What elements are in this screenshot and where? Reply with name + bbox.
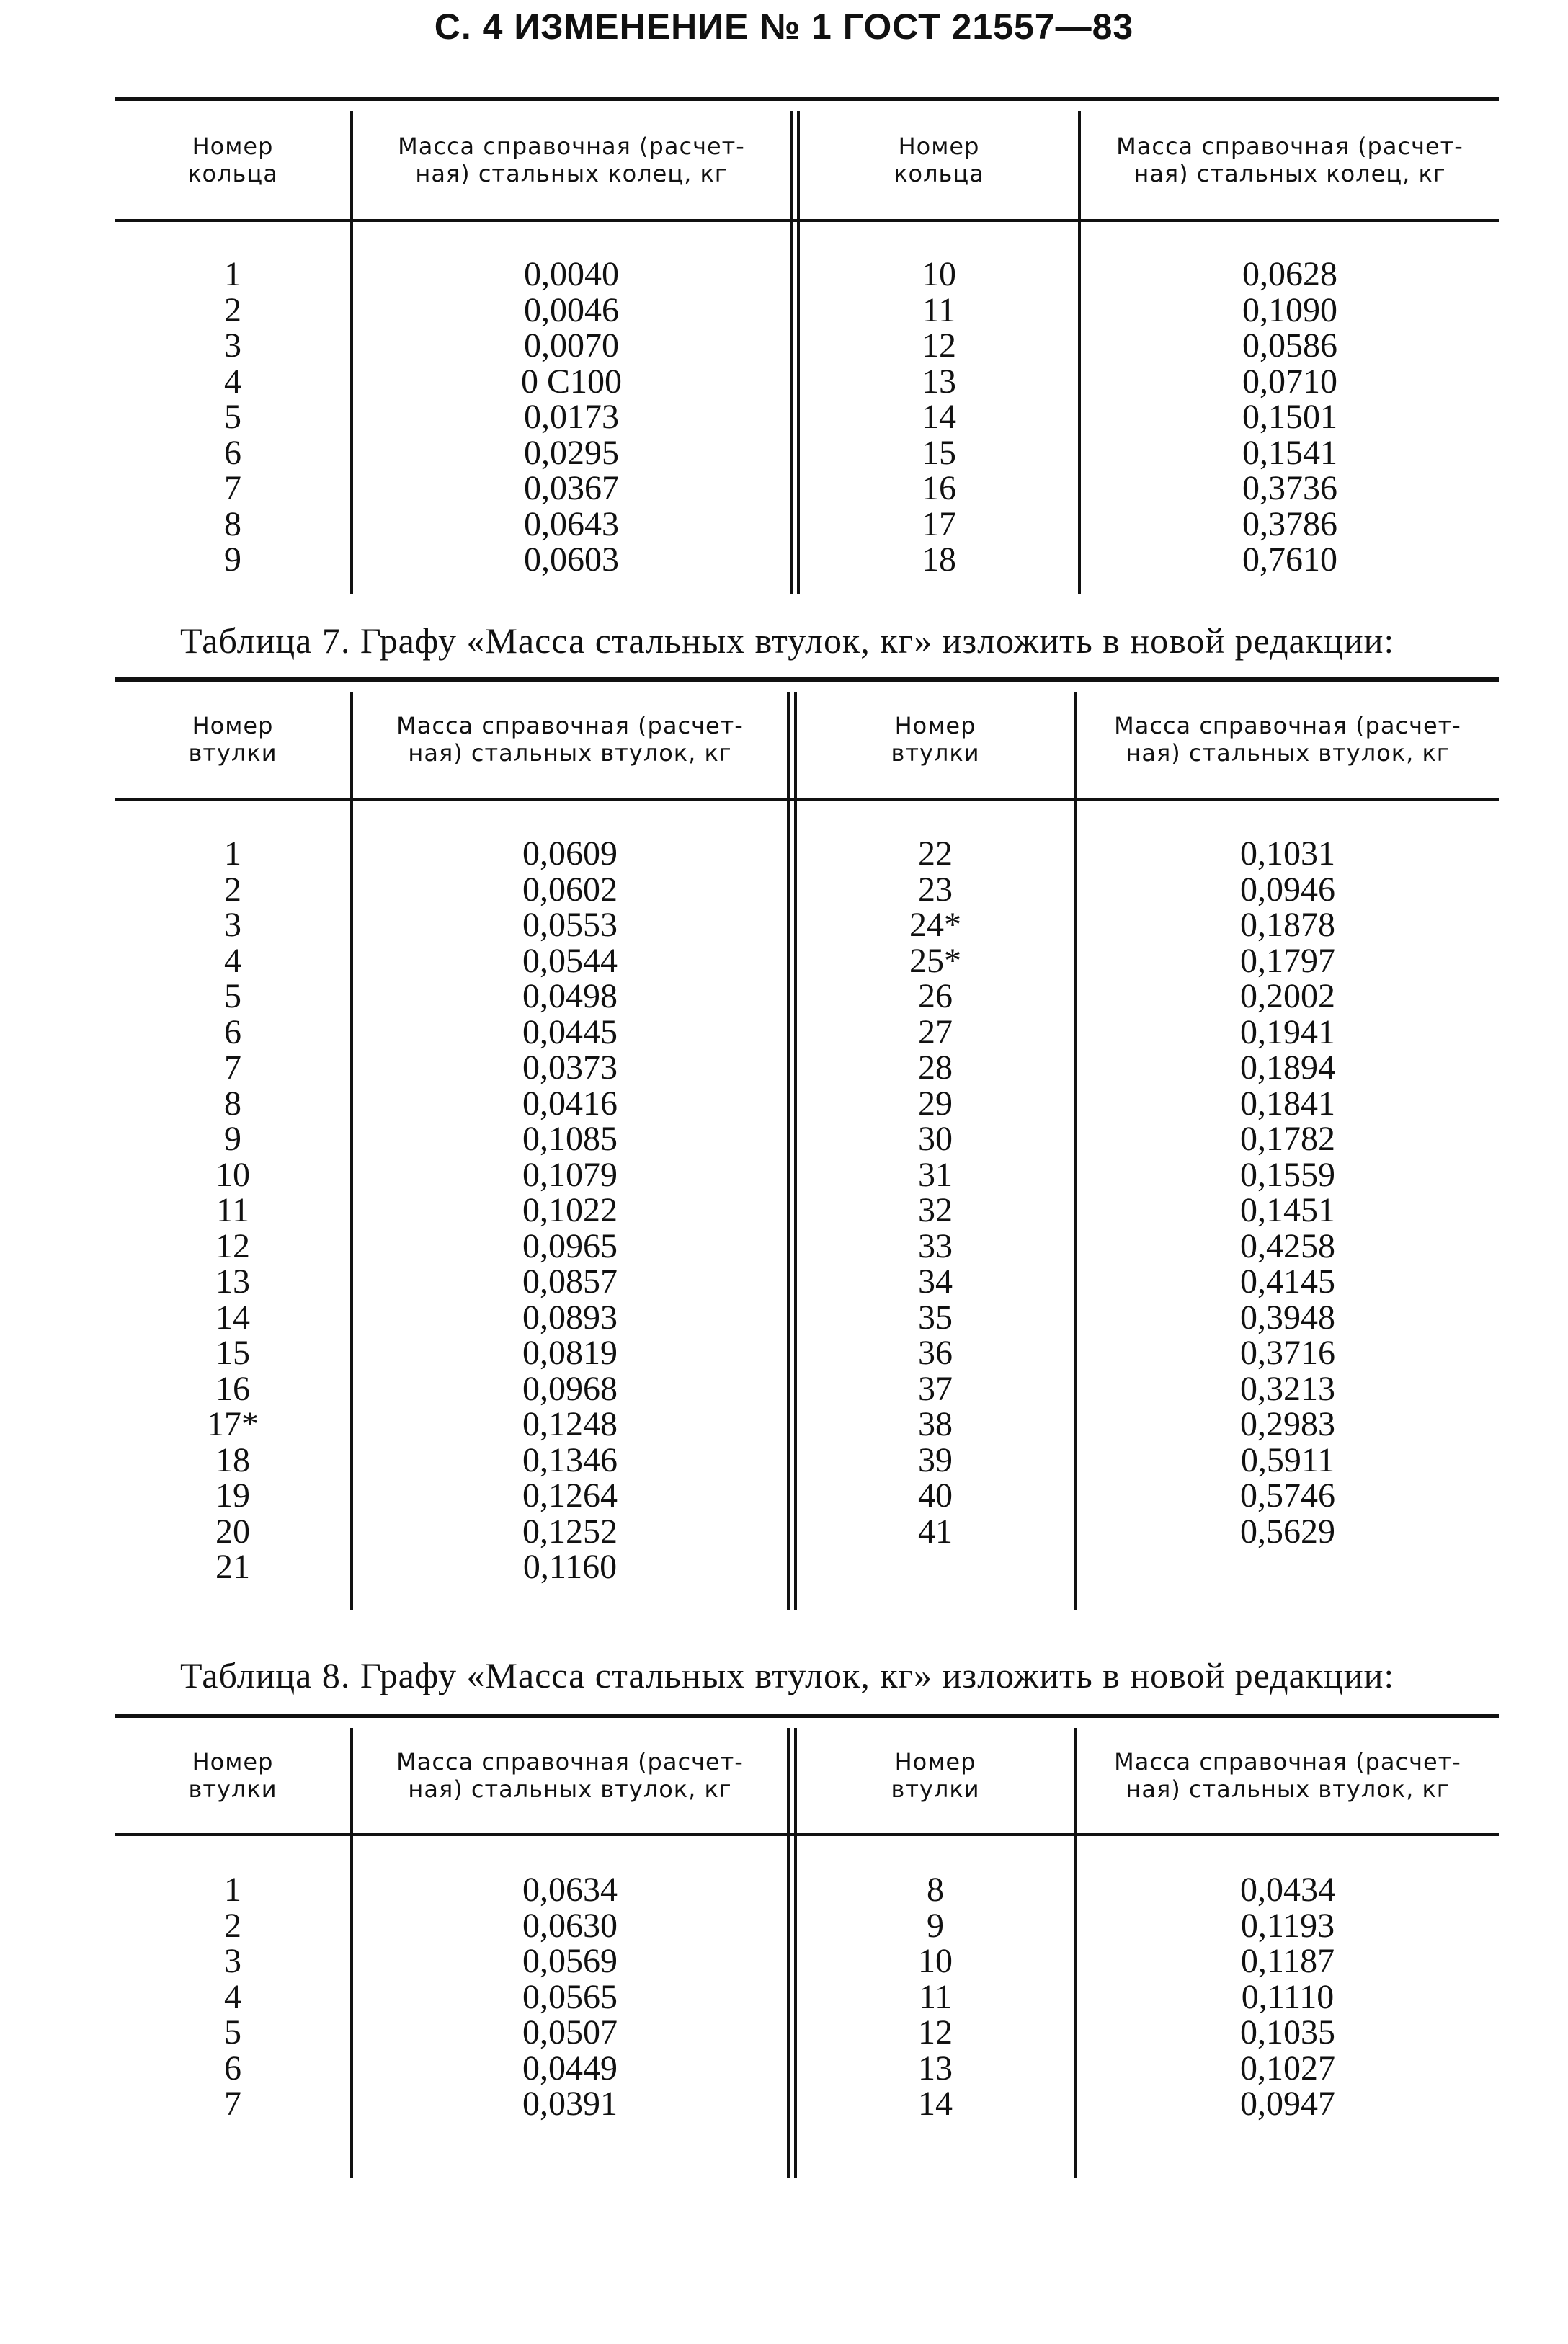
sleeve-mass-column — [353, 1872, 787, 2122]
mass-cell: 0,0634 — [522, 1871, 618, 1909]
table-top-rule — [115, 677, 1499, 682]
ring-number-column — [800, 257, 1078, 578]
mass-cell: 0,0643 — [524, 504, 619, 543]
mass-cell: 0,5629 — [1240, 1512, 1335, 1551]
mass-cell: 0,3736 — [1242, 469, 1337, 507]
mass-cell: 0,0857 — [522, 1262, 618, 1301]
number-cell: 15 — [922, 433, 956, 472]
number-cell: 12 — [215, 1226, 250, 1265]
number-cell: 4 — [224, 941, 241, 980]
header-sleeve-number: Номер втулки — [891, 1748, 980, 1803]
number-cell: 19 — [215, 1476, 250, 1515]
mass-cell: 0,1090 — [1242, 290, 1337, 329]
mass-cell: 0,2002 — [1240, 977, 1335, 1015]
header-sleeve-mass: Масса справочная (расчет- ная) стальных втулок, кг — [1114, 712, 1461, 767]
mass-cell: 0,0602 — [522, 870, 618, 909]
mass-cell: 0,1248 — [522, 1405, 618, 1443]
ring-mass-column — [1081, 257, 1499, 578]
mass-cell: 0,4258 — [1240, 1226, 1335, 1265]
sleeve-number-column — [797, 836, 1074, 1549]
number-cell: 6 — [224, 433, 241, 472]
number-cell: 4 — [224, 362, 241, 401]
number-cell: 2 — [224, 1906, 241, 1945]
number-cell: 3 — [224, 906, 241, 944]
mass-cell: 0,0544 — [522, 941, 618, 980]
mass-cell: 0,1501 — [1242, 398, 1337, 436]
number-cell: 26 — [918, 977, 953, 1015]
number-cell: 18 — [922, 540, 956, 579]
mass-cell: 0,3213 — [1240, 1369, 1335, 1408]
mass-cell: 0,1035 — [1240, 2013, 1335, 2051]
number-cell: 11 — [918, 1977, 953, 2016]
number-cell: 40 — [918, 1476, 953, 1515]
header-sleeve-number: Номер втулки — [188, 712, 277, 767]
number-cell: 20 — [215, 1512, 250, 1551]
number-cell: 9 — [927, 1906, 944, 1945]
mass-cell: 0,1941 — [1240, 1012, 1335, 1051]
sleeve-mass-column — [1077, 836, 1499, 1549]
header-sleeve-mass: Масса справочная (расчет- ная) стальных втулок, кг — [396, 1748, 744, 1803]
number-cell: 27 — [918, 1012, 953, 1051]
number-cell: 6 — [224, 2049, 241, 2087]
rings-mass-table — [115, 97, 1499, 601]
mass-cell: 0,0947 — [1240, 2085, 1335, 2123]
mass-cell: 0,0373 — [522, 1048, 618, 1087]
number-cell: 10 — [918, 1942, 953, 1980]
mass-cell: 0,1187 — [1240, 1942, 1335, 1980]
number-cell: 8 — [224, 504, 241, 543]
number-cell: 5 — [224, 977, 241, 1015]
header-sleeve-number: Номер втулки — [188, 1748, 277, 1803]
number-cell: 5 — [224, 2013, 241, 2051]
number-cell: 21 — [215, 1548, 250, 1586]
mass-cell: 0,0434 — [1240, 1871, 1335, 1909]
mass-cell: 0,0445 — [522, 1012, 618, 1051]
mass-cell: 0,0628 — [1242, 255, 1337, 293]
mass-cell: 0,3786 — [1242, 504, 1337, 543]
number-cell: 32 — [918, 1191, 953, 1229]
number-cell: 10 — [215, 1155, 250, 1194]
sleeve-number-column — [115, 1872, 350, 2122]
mass-cell: 0,5746 — [1240, 1476, 1335, 1515]
mass-cell: 0,0603 — [524, 540, 619, 579]
ring-mass-column — [353, 257, 790, 578]
number-cell: 12 — [922, 326, 956, 365]
number-cell: 7 — [224, 1048, 241, 1087]
number-cell: 8 — [224, 1084, 241, 1123]
number-cell: 41 — [918, 1512, 953, 1551]
mass-cell: 0,0609 — [522, 834, 618, 873]
mass-cell: 0,1160 — [522, 1548, 618, 1586]
number-cell: 17 — [922, 504, 956, 543]
number-cell: 11 — [922, 290, 956, 329]
number-cell: 7 — [224, 469, 241, 507]
number-cell: 13 — [215, 1262, 250, 1301]
header-bottom-rule — [115, 219, 1499, 222]
mass-cell: 0,0040 — [524, 255, 619, 293]
number-cell: 13 — [922, 362, 956, 401]
header-bottom-rule — [115, 1833, 1499, 1836]
mass-cell: 0,1541 — [1242, 433, 1337, 472]
number-cell: 18 — [215, 1440, 250, 1479]
number-cell: 16 — [215, 1369, 250, 1408]
table7-caption: Таблица 7. Графу «Масса стальных втулок, кг» изложить в новой редакции: — [180, 620, 1395, 661]
number-cell: 24* — [909, 906, 961, 944]
header-bottom-rule — [115, 798, 1499, 801]
sleeve-number-column — [797, 1872, 1074, 2122]
number-cell: 3 — [224, 326, 241, 365]
header-ring-mass: Масса справочная (расчет- ная) стальных колец, кг — [1116, 133, 1464, 187]
mass-cell: 0,1559 — [1240, 1155, 1335, 1194]
number-cell: 30 — [918, 1120, 953, 1158]
header-ring-mass: Масса справочная (расчет- ная) стальных колец, кг — [398, 133, 745, 187]
mass-cell: 0,1841 — [1240, 1084, 1335, 1123]
mass-cell: 0,0968 — [522, 1369, 618, 1408]
double-divider-left — [790, 111, 793, 594]
number-cell: 4 — [224, 1977, 241, 2016]
number-cell: 38 — [918, 1405, 953, 1443]
number-cell: 9 — [224, 540, 241, 579]
mass-cell: 0,0295 — [524, 433, 619, 472]
number-cell: 13 — [918, 2049, 953, 2087]
header-sleeve-mass: Масса справочная (расчет- ная) стальных втулок, кг — [1114, 1748, 1461, 1803]
sleeve-mass-column — [1077, 1872, 1499, 2122]
mass-cell: 0,0367 — [524, 469, 619, 507]
mass-cell: 0,0391 — [522, 2085, 618, 2123]
mass-cell: 0,1031 — [1240, 834, 1335, 873]
mass-cell: 0,0046 — [524, 290, 619, 329]
double-divider-left — [787, 1728, 790, 2178]
mass-cell: 0,7610 — [1242, 540, 1337, 579]
header-ring-number: Номер кольца — [894, 133, 984, 187]
sleeve-number-column — [115, 836, 350, 1585]
number-cell: 7 — [224, 2085, 241, 2123]
ring-number-column — [115, 257, 350, 578]
mass-cell: 0,1894 — [1240, 1048, 1335, 1087]
table-top-rule — [115, 97, 1499, 101]
number-cell: 1 — [224, 834, 241, 873]
number-cell: 1 — [224, 1871, 241, 1909]
mass-cell: 0,0507 — [522, 2013, 618, 2051]
mass-cell: 0,3948 — [1240, 1298, 1335, 1337]
number-cell: 12 — [918, 2013, 953, 2051]
header-ring-number: Номер кольца — [187, 133, 278, 187]
number-cell: 25* — [909, 941, 961, 980]
table8-caption: Таблица 8. Графу «Масса стальных втулок, кг» изложить в новой редакции: — [180, 1655, 1395, 1695]
mass-cell: 0,1782 — [1240, 1120, 1335, 1158]
mass-cell: 0,1079 — [522, 1155, 618, 1194]
number-cell: 36 — [918, 1334, 953, 1372]
number-cell: 22 — [918, 834, 953, 873]
number-cell: 14 — [918, 2085, 953, 2123]
number-cell: 1 — [224, 255, 241, 293]
mass-cell: 0,4145 — [1240, 1262, 1335, 1301]
number-cell: 2 — [224, 870, 241, 909]
mass-cell: 0,0586 — [1242, 326, 1337, 365]
number-cell: 3 — [224, 1942, 241, 1980]
mass-cell: 0,0449 — [522, 2049, 618, 2087]
mass-cell: 0,0819 — [522, 1334, 618, 1372]
number-cell: 17* — [207, 1405, 259, 1443]
number-cell: 10 — [922, 255, 956, 293]
mass-cell: 0,0416 — [522, 1084, 618, 1123]
number-cell: 37 — [918, 1369, 953, 1408]
mass-cell: 0,1085 — [522, 1120, 618, 1158]
mass-cell: 0,0173 — [524, 398, 619, 436]
mass-cell: 0,3716 — [1240, 1334, 1335, 1372]
mass-cell: 0,1878 — [1240, 906, 1335, 944]
header-sleeve-number: Номер втулки — [891, 712, 980, 767]
number-cell: 6 — [224, 1012, 241, 1051]
number-cell: 39 — [918, 1440, 953, 1479]
mass-cell: 0,1022 — [522, 1191, 618, 1229]
number-cell: 14 — [922, 398, 956, 436]
double-divider-left — [787, 692, 790, 1610]
table-7 — [115, 677, 1499, 1614]
mass-cell: 0,1346 — [522, 1440, 618, 1479]
mass-cell: 0,1252 — [522, 1512, 618, 1551]
mass-cell: 0,0569 — [522, 1942, 618, 1980]
table-top-rule — [115, 1714, 1499, 1718]
number-cell: 28 — [918, 1048, 953, 1087]
mass-cell: 0,5911 — [1240, 1440, 1335, 1479]
mass-cell: 0,0498 — [522, 977, 618, 1015]
number-cell: 29 — [918, 1084, 953, 1123]
number-cell: 34 — [918, 1262, 953, 1301]
sleeve-mass-column — [353, 836, 787, 1585]
mass-cell: 0,0893 — [522, 1298, 618, 1337]
mass-cell: 0,0965 — [522, 1226, 618, 1265]
number-cell: 33 — [918, 1226, 953, 1265]
header-sleeve-mass: Масса справочная (расчет- ная) стальных втулок, кг — [396, 712, 744, 767]
mass-cell: 0,0946 — [1240, 870, 1335, 909]
mass-cell: 0,0565 — [522, 1977, 618, 2016]
number-cell: 16 — [922, 469, 956, 507]
number-cell: 5 — [224, 398, 241, 436]
number-cell: 8 — [927, 1871, 944, 1909]
mass-cell: 0,1451 — [1240, 1191, 1335, 1229]
mass-cell: 0,1264 — [522, 1476, 618, 1515]
mass-cell: 0,0630 — [522, 1906, 618, 1945]
mass-cell: 0,1797 — [1240, 941, 1335, 980]
mass-cell: 0,1027 — [1240, 2049, 1335, 2087]
number-cell: 31 — [918, 1155, 953, 1194]
mass-cell: 0,1110 — [1241, 1977, 1335, 2016]
number-cell: 35 — [918, 1298, 953, 1337]
number-cell: 23 — [918, 870, 953, 909]
page-title: С. 4 ИЗМЕНЕНИЕ № 1 ГОСТ 21557—83 — [434, 6, 1134, 47]
mass-cell: 0,1193 — [1240, 1906, 1335, 1945]
mass-cell: 0,0710 — [1242, 362, 1337, 401]
mass-cell: 0,0070 — [524, 326, 619, 365]
mass-cell: 0,0553 — [522, 906, 618, 944]
mass-cell: 0 C100 — [520, 362, 622, 401]
mass-cell: 0,2983 — [1240, 1405, 1335, 1443]
number-cell: 11 — [215, 1191, 250, 1229]
number-cell: 2 — [224, 290, 241, 329]
table-8 — [115, 1714, 1499, 2182]
number-cell: 15 — [215, 1334, 250, 1372]
number-cell: 14 — [215, 1298, 250, 1337]
number-cell: 9 — [224, 1120, 241, 1158]
